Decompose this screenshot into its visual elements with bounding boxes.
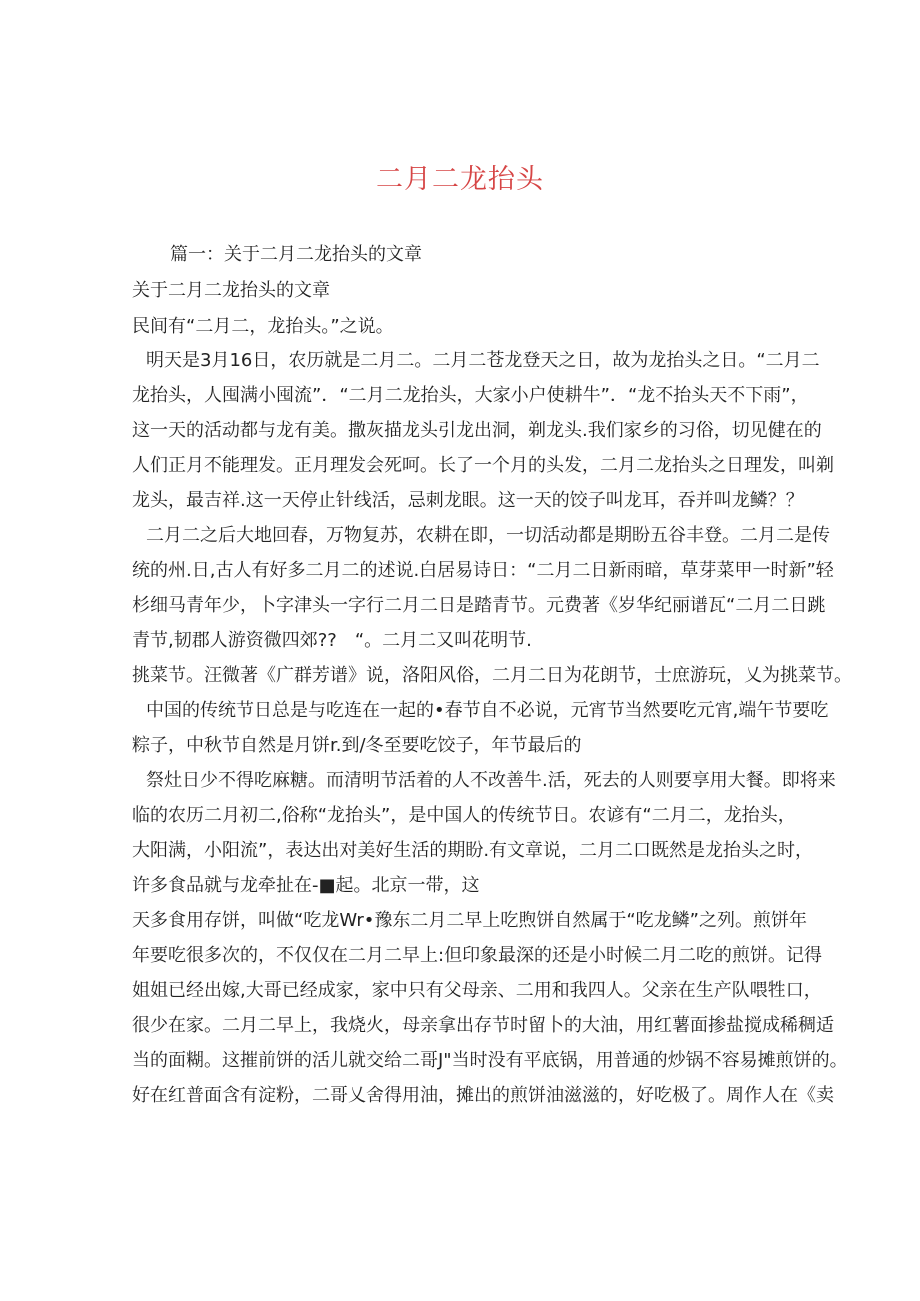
text-line: 祭灶日少不得吃麻糖。而清明节活着的人不改善牛.活，死去的人则要享用大餐。即将来 [146, 770, 836, 791]
text-line: 明天是3月16日，农历就是二月二。二月二苍龙登天之日，故为龙抬头之日。“二月二 [146, 350, 820, 371]
text-line: 大阳满，小阳流”，表达出对美好生活的期盼.有文章说，二月二口既然是龙抬头之时， [132, 840, 814, 861]
text-line: 青节,韧郡人游资微四郊?? “。二月二又叫花明节. [132, 630, 532, 651]
text-line: 统的州.日,古人有好多二月二的述说.白居易诗日：“二月二日新雨暗，草芽菜甲一时新”轻 [132, 560, 834, 581]
text-line: 好在红普面含有淀粉，二哥乂舍得用油，摊出的煎饼油滋滋的，好吃极了。周作人在《卖 [132, 1085, 834, 1106]
text-line: 粽子，中秋节自然是月饼r.到/冬至要吃饺子，年节最后的 [132, 735, 582, 756]
text-line: 年要吃很多次的，不仅仅在二月二早上:但印象最深的还是小时候二月二吃的煎饼。记得 [132, 945, 823, 966]
text-line: 很少在家。二月二早上，我烧火，母亲拿出存节时留卜的大油，用红薯面掺盐搅成稀稠适 [132, 1015, 834, 1036]
text-line: 二月二之后大地回春，万物复苏，农耕在即，一切活动都是期盼五谷丰登。二月二是传 [146, 525, 830, 546]
text-line: 民间有“二月二，龙抬头。”之说。 [132, 316, 394, 337]
text-line: 这一天的活动都与龙有美。撒灰描龙头引龙出洞，剃龙头.我们家乡的习俗，切见健在的 [132, 420, 822, 441]
text-line: 许多食品就与龙牵扯在-■起。北京一带，这 [132, 875, 480, 896]
text-line: 杉细马青年少，卜字津头一字行二月二日是踏青节。元费著《岁华纪丽谱瓦“二月二日跳 [132, 595, 826, 616]
text-line: 姐姐已经出嫁,大哥已经成家，家中只有父母亲、二用和我四人。父亲在生产队喂牲口， [132, 980, 822, 1001]
text-line: 中国的传统节日总是与吃连在一起的•春节自不必说，元宵节当然要吃元宵,端午节要吃 [146, 700, 829, 721]
text-line: 人们正月不能理发。正月理发会死呵。长了一个月的头发，二月二龙抬头之日理发，叫剃 [132, 455, 834, 476]
text-line: 龙抬头，人囤满小囤流”．“二月二龙抬头，大家小户使耕牛”．“龙不抬头天不下雨”， [132, 385, 809, 406]
subheading: 关于二月二龙抬头的文章 [132, 280, 330, 301]
text-line: 挑菜节。汪微著《广群芳谱》说，洛阳风俗，二月二日为花朗节，士庶游玩，乂为挑菜节。 [132, 665, 852, 686]
text-line: 天多食用存饼，叫做“吃龙Wr•豫东二月二早上吃煦饼自然属于“吃龙鳞”之列。煎饼年 [132, 910, 807, 931]
text-line: 临的农历二月初二,俗称“龙抬头”，是中国人的传统节日。农谚有“二月二，龙抬头， [132, 805, 796, 826]
text-line: 当的面糊。这摧前饼的活儿就交给二哥J"当时没有平底锅，用普通的炒锅不容易摊煎饼的。 [132, 1050, 848, 1071]
text-line: 龙头，最吉祥.这一天停止针线活，忌刺龙眼。这一天的饺子叫龙耳，吞并叫龙鳞？？ [132, 490, 804, 511]
document-title: 二月二龙抬头 [376, 164, 544, 195]
section-heading: 篇一：关于二月二龙抬头的文章 [170, 244, 422, 265]
